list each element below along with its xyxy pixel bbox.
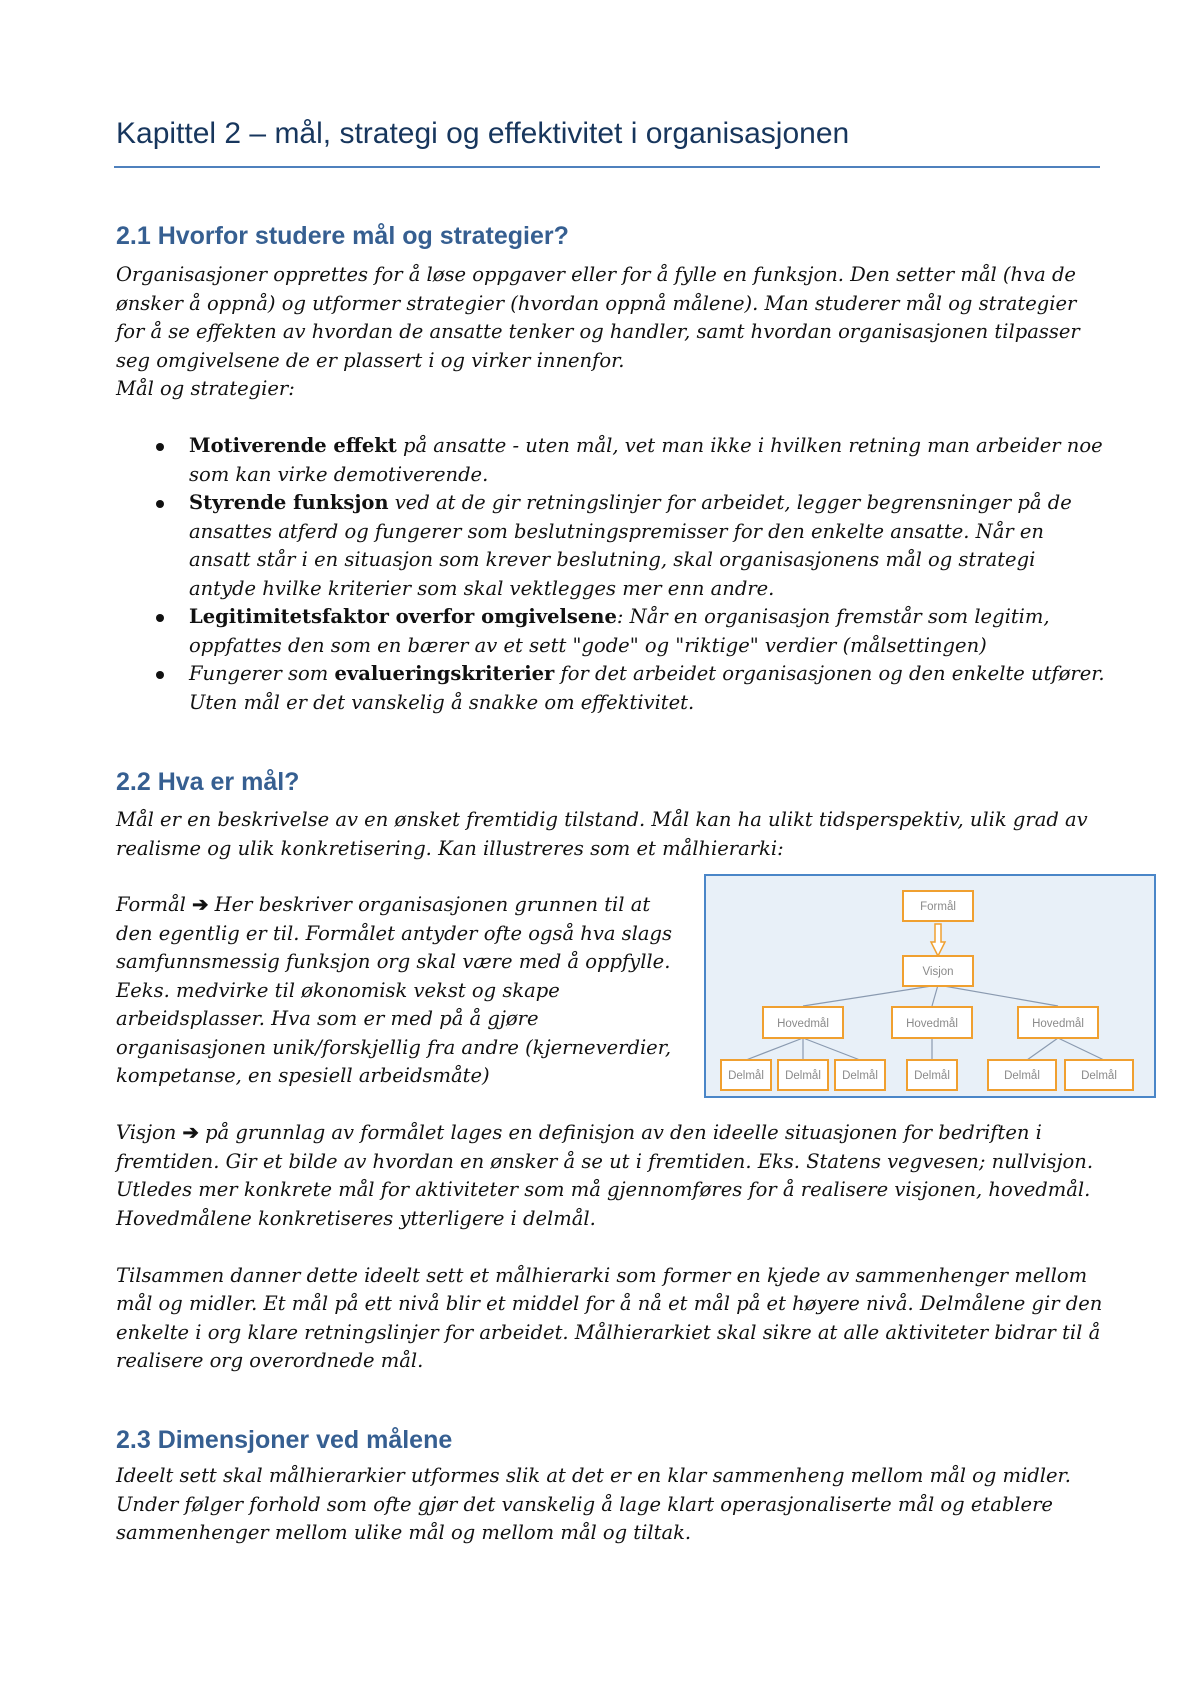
section-heading-2-2: 2.2 Hva er mål?: [116, 768, 300, 796]
formaal-text: Her beskriver organisasjonen grunnen til at den egentlig er til. Formålet antyder ofte også hva slags samfunnsmessig funksjon org skal være med å oppfylle. Eeks. medvirke til økonomisk vekst og skape arbeidsplasser. Hva som er med på å gjøre organisasjonen unik/forskjellig fra andre (kjerneverdier, kompetanse, en spesiell arbeidsmåte): [116, 893, 673, 1087]
paragraph: Organisasjoner opprettes for å løse oppgaver eller for å fylle en funksjon. Den setter mål (hva de ønsker å oppnå) og utformer strategier (hvordan oppnå målene). Man studerer mål og strategier for å se effekten av hvordan de ansatte tenker og handler, samt hvordan organisasjonen tilpasser seg omgivelsene de er plassert i og virker innenfor.: [116, 263, 1080, 372]
bullet-text: på ansatte - uten mål, vet man ikke i hvilken retning man arbeider noe som kan virke demotiverende.: [189, 434, 1103, 486]
delmaal-label: Delmål: [1004, 1070, 1040, 1082]
formaal-term: Formål: [116, 893, 186, 916]
bullet-prefix: Fungerer som: [189, 662, 335, 685]
visjon-paragraph: [116, 1119, 1106, 1376]
bullet-icon: [156, 443, 164, 451]
diagram-svg: [706, 876, 1154, 1096]
bullet-text: ved at de gir retningslinjer for arbeidet, legger begrensninger på de ansattes atferd og fungerer som beslutningspremisser for den enkelte ansatte. Når en ansatt står i en situasjon som krever beslutning, skal organisasjonens mål og strategi antyde hvilke kriterier som skal vektlegges mer enn andre.: [189, 491, 1072, 600]
arrow-right-icon: ➔: [192, 893, 209, 916]
formaal-paragraph: [116, 891, 686, 1091]
formaal-label: Formål: [920, 901, 956, 913]
delmaal-label: Delmål: [1081, 1070, 1117, 1082]
bullet-term: Legitimitetsfaktor overfor omgivelsene: [189, 605, 617, 628]
section-2-3-body: [116, 1462, 1106, 1548]
list-item: [116, 432, 1106, 489]
bullet-term: Styrende funksjon: [189, 491, 389, 514]
section-heading-2-1: 2.1 Hvorfor studere mål og strategier?: [116, 222, 569, 250]
arrow-down-icon: [931, 924, 945, 956]
delmaal-label: Delmål: [842, 1070, 878, 1082]
delmaal-label: Delmål: [728, 1070, 764, 1082]
chapter-title: Kapittel 2 – mål, strategi og effektivitet i organisasjonen: [116, 117, 850, 150]
section-2-1-body: [116, 261, 1106, 717]
list-item: [116, 660, 1106, 717]
visjon-term: Visjon: [116, 1121, 177, 1144]
delmaal-label: Delmål: [785, 1070, 821, 1082]
section-2-2-intro: [116, 806, 1106, 863]
paragraph: Mål er en beskrivelse av en ønsket fremtidig tilstand. Mål kan ha ulikt tidsperspektiv, ulik grad av realisme og ulik konkretisering. Kan illustreres som et målhierarki:: [116, 808, 1088, 860]
diagram-boxes: [721, 891, 1133, 1090]
title-underline: [114, 166, 1100, 168]
list-item: [116, 489, 1106, 603]
goal-hierarchy-diagram: [704, 874, 1156, 1098]
paragraph: Ideelt sett skal målhierarkier utformes slik at det er en klar sammenheng mellom mål og midler. Under følger forhold som ofte gjør det vanskelig å lage klart operasjonaliserte mål og etablere sammenhenger mellom ulike mål og mellom mål og tiltak.: [116, 1464, 1071, 1544]
bullet-list: [116, 432, 1106, 717]
paragraph: Tilsammen danner dette ideelt sett et målhierarki som former en kjede av sammenhenger mellom mål og midler. Et mål på ett nivå blir et middel for å nå et mål på et høyere nivå. Delmålene gir den enkelte i org klare retningslinjer for arbeidet. Målhierarkiet skal sikre at alle aktiviteter bidrar til å realisere org overordnede mål.: [116, 1263, 1103, 1372]
visjon-text: på grunnlag av formålet lages en definisjon av den ideelle situasjonen for bedriften i fremtiden. Gir et bilde av hvordan en ønsker å se ut i fremtiden. Eks. Statens vegvesen; nullvisjon. Utledes mer konkrete mål for aktiviteter som må gjennomføres for å realisere visjonen, hovedmål. Hovedmålene konkretiseres ytterligere i delmål.: [116, 1121, 1094, 1230]
section-heading-2-3: 2.3 Dimensjoner ved målene: [116, 1426, 453, 1454]
hovedmaal-label: Hovedmål: [906, 1018, 958, 1030]
bullet-text: for det arbeidet organisasjonen og den enkelte utfører. Uten mål er det vanskelig å snakke om effektivitet.: [189, 662, 1105, 714]
visjon-label: Visjon: [922, 966, 954, 978]
bullet-icon: [156, 671, 164, 679]
bullet-icon: [156, 500, 164, 508]
hovedmaal-label: Hovedmål: [1032, 1018, 1084, 1030]
bullet-term: Motiverende effekt: [189, 434, 397, 457]
bullet-text: : Når en organisasjon fremstår som legitim, oppfattes den som en bærer av et sett "gode" og "riktige" verdier (målsettingen): [189, 605, 1050, 657]
paragraph: Mål og strategier:: [116, 377, 295, 400]
delmaal-label: Delmål: [914, 1070, 950, 1082]
bullet-term: evalueringskriterier: [334, 662, 555, 685]
list-item: [116, 603, 1106, 660]
hovedmaal-label: Hovedmål: [777, 1018, 829, 1030]
arrow-right-icon: ➔: [182, 1121, 199, 1144]
bullet-icon: [156, 614, 164, 622]
